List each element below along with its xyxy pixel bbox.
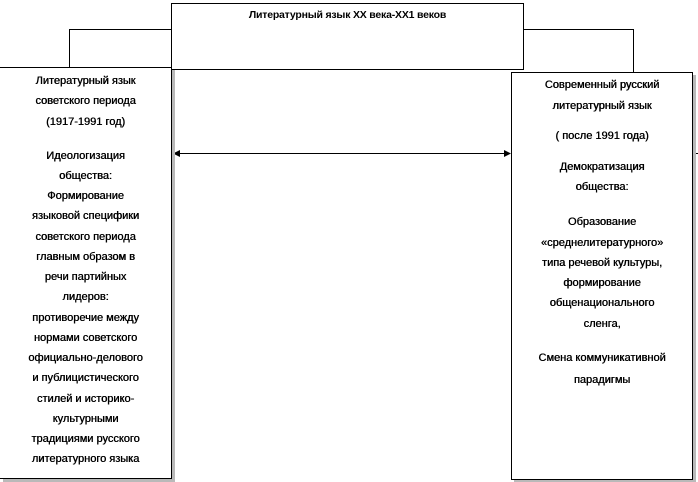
root-box bbox=[171, 3, 524, 70]
left-body-line-8: лидеров: bbox=[62, 291, 109, 303]
right-body-line-4: Образование bbox=[567, 216, 637, 228]
left-body-line-2: общества: bbox=[59, 170, 112, 182]
left-body-line-9: противоречие между bbox=[32, 312, 139, 324]
right-body-line-8: общенационального bbox=[549, 297, 655, 309]
right-body-line-9: сленга, bbox=[583, 318, 621, 330]
right-body-line-5: «среднелитературного» bbox=[540, 237, 664, 249]
left-body-line-13: стилей и историко- bbox=[36, 393, 135, 405]
right-body-line-2: общества: bbox=[575, 181, 629, 193]
root-title: Литературный язык XX века-XX1 веков bbox=[248, 9, 447, 21]
arrow-head-left-icon bbox=[173, 150, 180, 157]
right-body-line-6: типа речевой культуры, bbox=[541, 257, 663, 269]
right-box-modern-period bbox=[511, 72, 693, 480]
left-header-line-3: (1917-1991 год) bbox=[45, 116, 126, 128]
left-body-line-16: литературного языка bbox=[31, 453, 140, 465]
left-body-line-15: традициями русского bbox=[31, 433, 140, 445]
left-body-line-11: официально-делового bbox=[28, 352, 143, 364]
left-body-line-4: языковой специфики bbox=[31, 210, 140, 222]
right-body-line-1: Демократизация bbox=[559, 161, 645, 173]
right-header-line-2: литературный язык bbox=[552, 100, 652, 112]
left-box-soviet-period bbox=[0, 67, 172, 479]
left-body-line-10: нормами советского bbox=[33, 332, 138, 344]
left-body-line-3: Формирование bbox=[47, 190, 124, 202]
arrow-head-right-icon bbox=[504, 150, 511, 157]
right-branch-connector bbox=[524, 30, 634, 73]
right-header-line-1: Современный русский bbox=[544, 79, 660, 91]
left-header-line-2: советского периода bbox=[35, 95, 136, 107]
left-body-line-6: главным образом в bbox=[36, 251, 135, 263]
left-body-line-7: речи партийных bbox=[44, 271, 127, 283]
left-body-line-5: советского периода bbox=[35, 231, 136, 243]
right-body-line-7: формирование bbox=[563, 277, 641, 289]
right-body-line-12: парадигмы bbox=[573, 374, 631, 386]
left-header-line-1: Литературный язык bbox=[35, 75, 136, 87]
left-body-line-12: и публицистического bbox=[32, 372, 139, 384]
right-header-line-4: ( после 1991 года) bbox=[555, 130, 649, 142]
left-branch-connector bbox=[70, 30, 172, 68]
right-body-line-11: Смена коммуникативной bbox=[538, 352, 666, 364]
left-body-line-14: культурными bbox=[52, 413, 119, 425]
left-body-line-1: Идеологизация bbox=[46, 150, 125, 162]
